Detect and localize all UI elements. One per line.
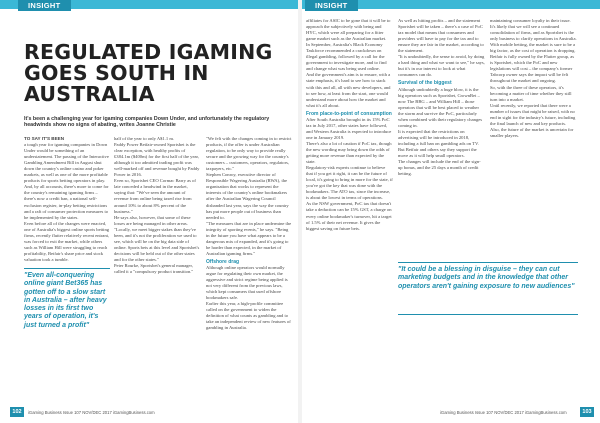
pullquote-right: "It could be a blessing in disguise – they can cut marketing budgets and in the knowledge that other operators aren't gaining exposure to new audiences" bbox=[398, 266, 575, 290]
column-4 bbox=[306, 18, 393, 406]
body-paragraph: Although undoubtedly a huge blow, it is the big operators such as Sportsbet, CrownBet – now The BBG – and William Hill – those operators that will be best placed to weather the storm and survive the PoC, particularly when combined with their regulatory changes coming in. bbox=[398, 86, 483, 128]
column-6 bbox=[490, 18, 578, 258]
body-paragraph: "The measures that are in place undermine the integrity of sporting events," he says. "Being in the future you have what appears to be a dangerous mix of expanded, and it's going to be harder than expected, in the market of Australian igaming firms." bbox=[206, 220, 292, 256]
column-5 bbox=[398, 18, 485, 258]
page-gutter bbox=[298, 0, 302, 423]
body-paragraph: "We felt with the changes coming in to restrict products, if the offer is under Australian regulation, to be only way to provide really secure and the growing way for the country's customers – customers, operators, regulators, taxpayers, etc." bbox=[206, 136, 292, 172]
article-headline: REGULATED IGAMING GOES SOUTH IN AUSTRALIA bbox=[24, 40, 273, 106]
pullquote-left: "Even all-conquering online giant Bet365 has gotten off to a slow start in Australia – after heavy losses in its first two years of operation, it's just turned a profit" bbox=[24, 272, 107, 329]
body-paragraph: Although online operators would normally argue for regulating their own market, the aggressive and strict regime being applied is not very different from the previous laws, which kept consumers that used offshore bookmakers safe. bbox=[206, 264, 288, 301]
article-standfirst: It's been a challenging year for igaming companies Down Under, and unfortunately the regulatory headwinds show no signs of abating, writes Joanne Christie bbox=[24, 116, 270, 129]
body-paragraph: In September, Australia's Black Economy Taskforce recommended a crackdown on illegal gambling, followed by a call for the government to investigate more, and to find and change what was being used online. bbox=[306, 42, 387, 72]
subheading: Survival of the biggest bbox=[398, 80, 452, 87]
body-paragraph: affiliates for ASIC to be gone that it will be to approach the subjectively with being and HYC, which were all preparing for a fitter game market such as the Australian market. bbox=[306, 18, 391, 42]
body-paragraph: a tough year for igaming companies in Down Under would be something of an understatement. The passing of the Interactive Gambling Amendment Bill in August shut down the country's online casino and poker markets, as well as one of the more profitable products for sports betting operators in play. bbox=[24, 142, 109, 184]
body-paragraph: TO SAY IT'S BEEN bbox=[24, 136, 65, 141]
subheading: Offshore drag bbox=[206, 258, 240, 265]
pullquote-rule-left bbox=[24, 268, 110, 269]
body-paragraph: After South Australia brought in its 15% PoC tax in July 2017, other states have followed, and Western Australia is expected to introduce one in January 2019. bbox=[306, 116, 392, 140]
body-paragraph: Stephen Conroy, executive director of Responsible Wagering Australia (RWA), the organisation that works to represent the interests of the country's online bookmakers after the Australian Wagering Council disbanded last year, says the way the country has put more people out of business than needed to. bbox=[206, 172, 289, 220]
column-2 bbox=[114, 136, 200, 336]
body-paragraph: maintaining consumer loyalty in their issue. bbox=[490, 18, 571, 23]
body-paragraph: Peter Rourke, Sportsbet's general manager, called it a "compulsory product transition." bbox=[114, 262, 194, 275]
body-paragraph: Even before all of the changes were enacted, one of Australia's biggest online sports betting firms, recently flutter relatively recent entrant, was forced to exit the market, while others such as William Hill were struggling to reach profitability, Betfair's share price and stock valuation took a tumble. bbox=[24, 220, 110, 262]
body-paragraph: The changes will include the end of the sign-up bonus, and the 25 days a month of credit betting. bbox=[398, 159, 481, 177]
pullquote-rule-right-bottom bbox=[398, 314, 578, 315]
body-paragraph: Also, the future of the market is uncertain for smaller players. bbox=[490, 126, 574, 138]
body-paragraph: As the NSW government, PoC tax that doesn't take a deduction can be 15% GST, a charge on every online bookmaker's turnover, hit a target of 1.5% of their net revenue. It gives the biggest saving on future bets. bbox=[306, 201, 392, 231]
pullquote-rule-right-top bbox=[398, 262, 578, 263]
body-paragraph: half of the year to only A$1.1 m. bbox=[114, 136, 175, 141]
body-paragraph: There's also a lot of caution if PoC tax, though the new wording may bring down the odds of getting more revenue than expected by the state. bbox=[306, 140, 392, 165]
page-number-left: 102 bbox=[10, 407, 24, 417]
body-paragraph: As well as hitting profits – and the statement Sportsbet will be taken – there's a case of PoC tax model that means that consumers and providers will have to pay for the tax and to ensure they are fair in the market, according to the statement. bbox=[398, 18, 484, 54]
body-paragraph: Regulatory-risk experts continue to believe that if you get it right, it can be the future of local, it's going to bring in more for the state, if you've got the key that was done with the bookmakers. The ATO tax, since the increase, is about the lowest in terms of operations. bbox=[306, 165, 393, 201]
body-paragraph: Even so, Sportsbet CEO Cormac Barry as of late conceded a headwind in the market, saying that: "We've seen the amount of revenue from online being taxed rise from around 10% to about 8% percent of the business." bbox=[114, 178, 196, 214]
body-paragraph: And the government's aim is to ensure, with a state emphasis, it's hard to see how to stack with this and all, all with new developers, and to see how, at least from the start, one would understand more about how the market and what it's all about. bbox=[306, 72, 391, 108]
body-paragraph: Betfair is fully owned by the Flutter group, as is Sportsbet, which the PoC and new legislations will cost – the company's former Tabcorp owner says the impact will be felt throughout the market and ongoing. bbox=[490, 54, 575, 84]
section-tab-left: INSIGHT bbox=[18, 0, 71, 11]
section-tab-right: INSIGHT bbox=[305, 0, 358, 11]
subheading: From place-to-point of consumption bbox=[306, 110, 392, 117]
footer-left: iGaming Business Issue 107 NOV/DEC 2017 iGamingBusiness.com bbox=[28, 410, 155, 415]
body-paragraph: "It is undoubtedly, the sense to avoid, by doing a hard thing and what we want to see," he says, but it's in our interest to look at what consumers can do. bbox=[398, 54, 485, 78]
body-paragraph: Until recently, we reported that there were a number of issues that might be raised, with no end in sight for the industry's future, including the final launch of new and key products. bbox=[490, 102, 576, 126]
body-paragraph: And, by all accounts, there's more to come for the country's remaining igaming firms – there's now a credit ban, a national self-exclusion register, in-play betting restrictions and a raft of consumer protection measures to be implemented by the states. bbox=[24, 184, 109, 220]
page-number-right: 103 bbox=[580, 407, 594, 417]
body-paragraph: It's likely that we will see a continued consolidation of firms, and as Sportsbet is the only business to clarify operations in Australia. bbox=[490, 24, 577, 42]
body-paragraph: He says also, however, that some of these losses are being managed in other areas. "Locally, we meet bigger stakes than they've been, and it's not the proliferation we used to see, which will be on the big data side of online. Sports bets at this level and Sportsbet's decisions will be held out of the other states and for the other states." bbox=[114, 214, 200, 262]
footer-right: iGaming Business Issue 107 NOV/DEC 2017 iGamingBusiness.com bbox=[440, 410, 567, 415]
body-paragraph: Earlier this year, a high-profile committee called on the government to widen the definition of what counts as gambling and to take an independent review of new features of gambling in Australia. bbox=[206, 301, 291, 331]
body-paragraph: With mobile betting, the market is sure to be a big factor, as the cost of operation is dropping. bbox=[490, 42, 576, 54]
body-paragraph: It is expected that the restrictions on advertising will be introduced in 2018, including a full ban on gambling ads on TV. But Betfair and others say they support the move as it will help small operators. bbox=[398, 128, 479, 159]
body-paragraph: Paddy Power Betfair-owned Sportsbet is the clear exception, with healthy profits of £384.1m ($400m) for the first half of the year, although it too admitted trading profit was well-marked off and revenue bought by Paddy Power in 2016. bbox=[114, 142, 200, 178]
body-paragraph: So, with the three of these operators, it's becoming a matter of time whether they still turn into a market. bbox=[490, 84, 572, 102]
column-1 bbox=[24, 136, 110, 266]
column-3 bbox=[206, 136, 292, 404]
